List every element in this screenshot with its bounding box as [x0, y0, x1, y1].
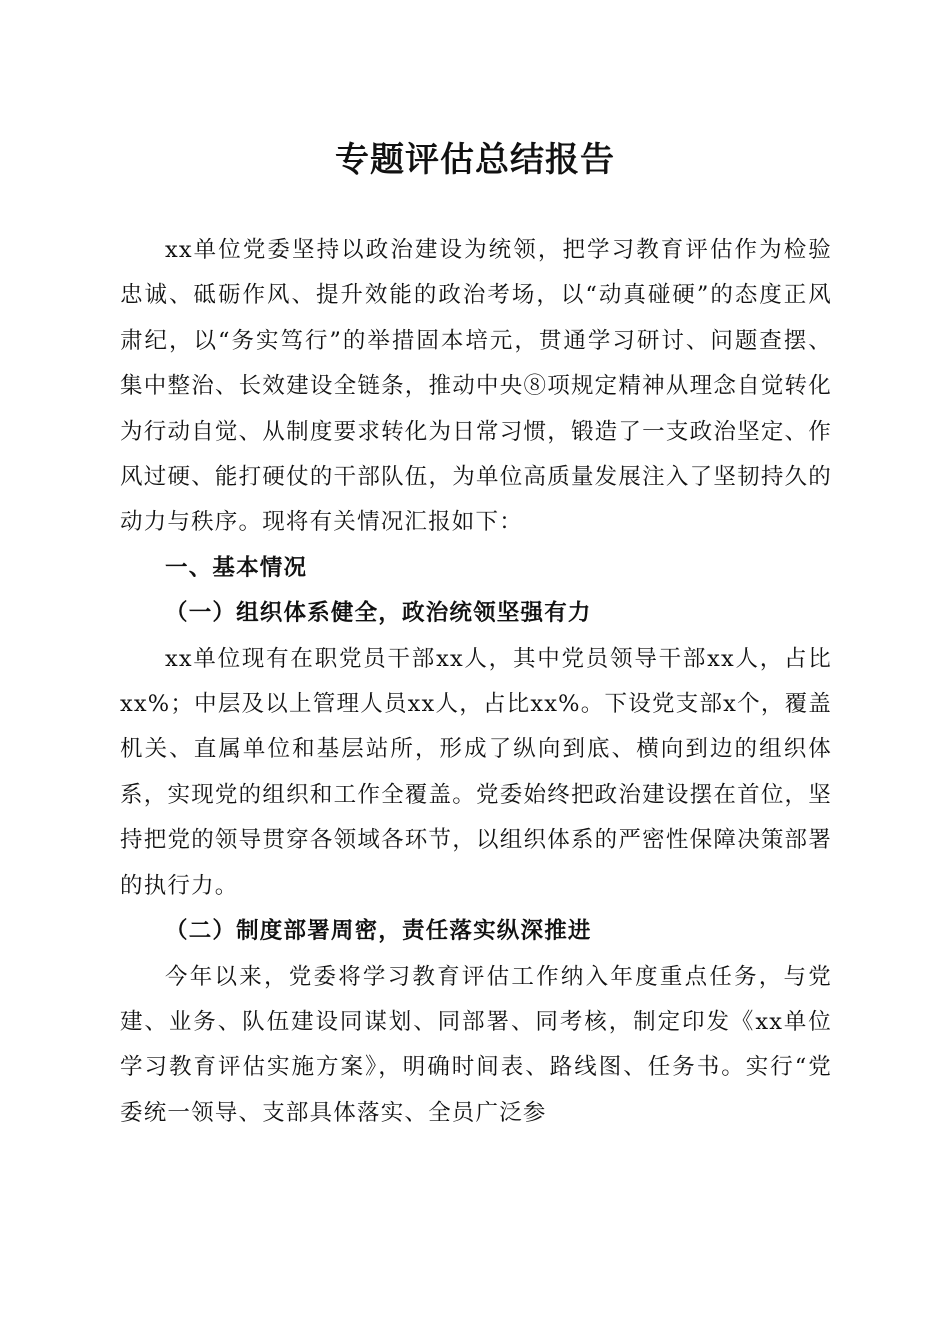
subsection-heading-organization: （一）组织体系健全，政治统领坚强有力 — [165, 600, 592, 627]
subsection-heading-institution: （二）制度部署周密，责任落实纵深推进 — [165, 918, 592, 945]
organization-paragraph: xx单位现有在职党员干部xx人，其中党员领导干部xx人，占比xx%；中层及以上管理人员xx人，占比xx%。下设党支部x个，覆盖机关、直属单位和基层站所，形成了纵向到底、横向到边的组织体系，实现党的组织和工作全覆盖。党委始终把政治建设摆在首位，坚持把党的领导贯穿各领域各环节，以组织体系的严密性保障决策部署的执行力。 — [120, 645, 832, 899]
document-body — [120, 228, 832, 1136]
document-title: 专题评估总结报告 — [335, 140, 615, 180]
intro-paragraph: xx单位党委坚持以政治建设为统领，把学习教育评估作为检验忠诚、砥砺作风、提升效能的政治考场，以“动真碰硬”的态度正风肃纪，以“务实笃行”的举措固本培元，贯通学习研讨、问题查摆、集中整治、长效建设全链条，推动中央⑧项规定精神从理念自觉转化为行动自觉、从制度要求转化为日常习惯，锻造了一支政治坚定、作风过硬、能打硬仗的干部队伍，为单位高质量发展注入了坚韧持久的动力与秩序。现将有关情况汇报如下： — [120, 237, 832, 536]
institution-paragraph: 今年以来，党委将学习教育评估工作纳入年度重点任务，与党建、业务、队伍建设同谋划、同部署、同考核，制定印发《xx单位学习教育评估实施方案》，明确时间表、路线图、任务书。实行“党委统一领导、支部具体落实、全员广泛参 — [120, 963, 832, 1126]
section-heading-basic-situation: 一、基本情况 — [165, 554, 308, 581]
